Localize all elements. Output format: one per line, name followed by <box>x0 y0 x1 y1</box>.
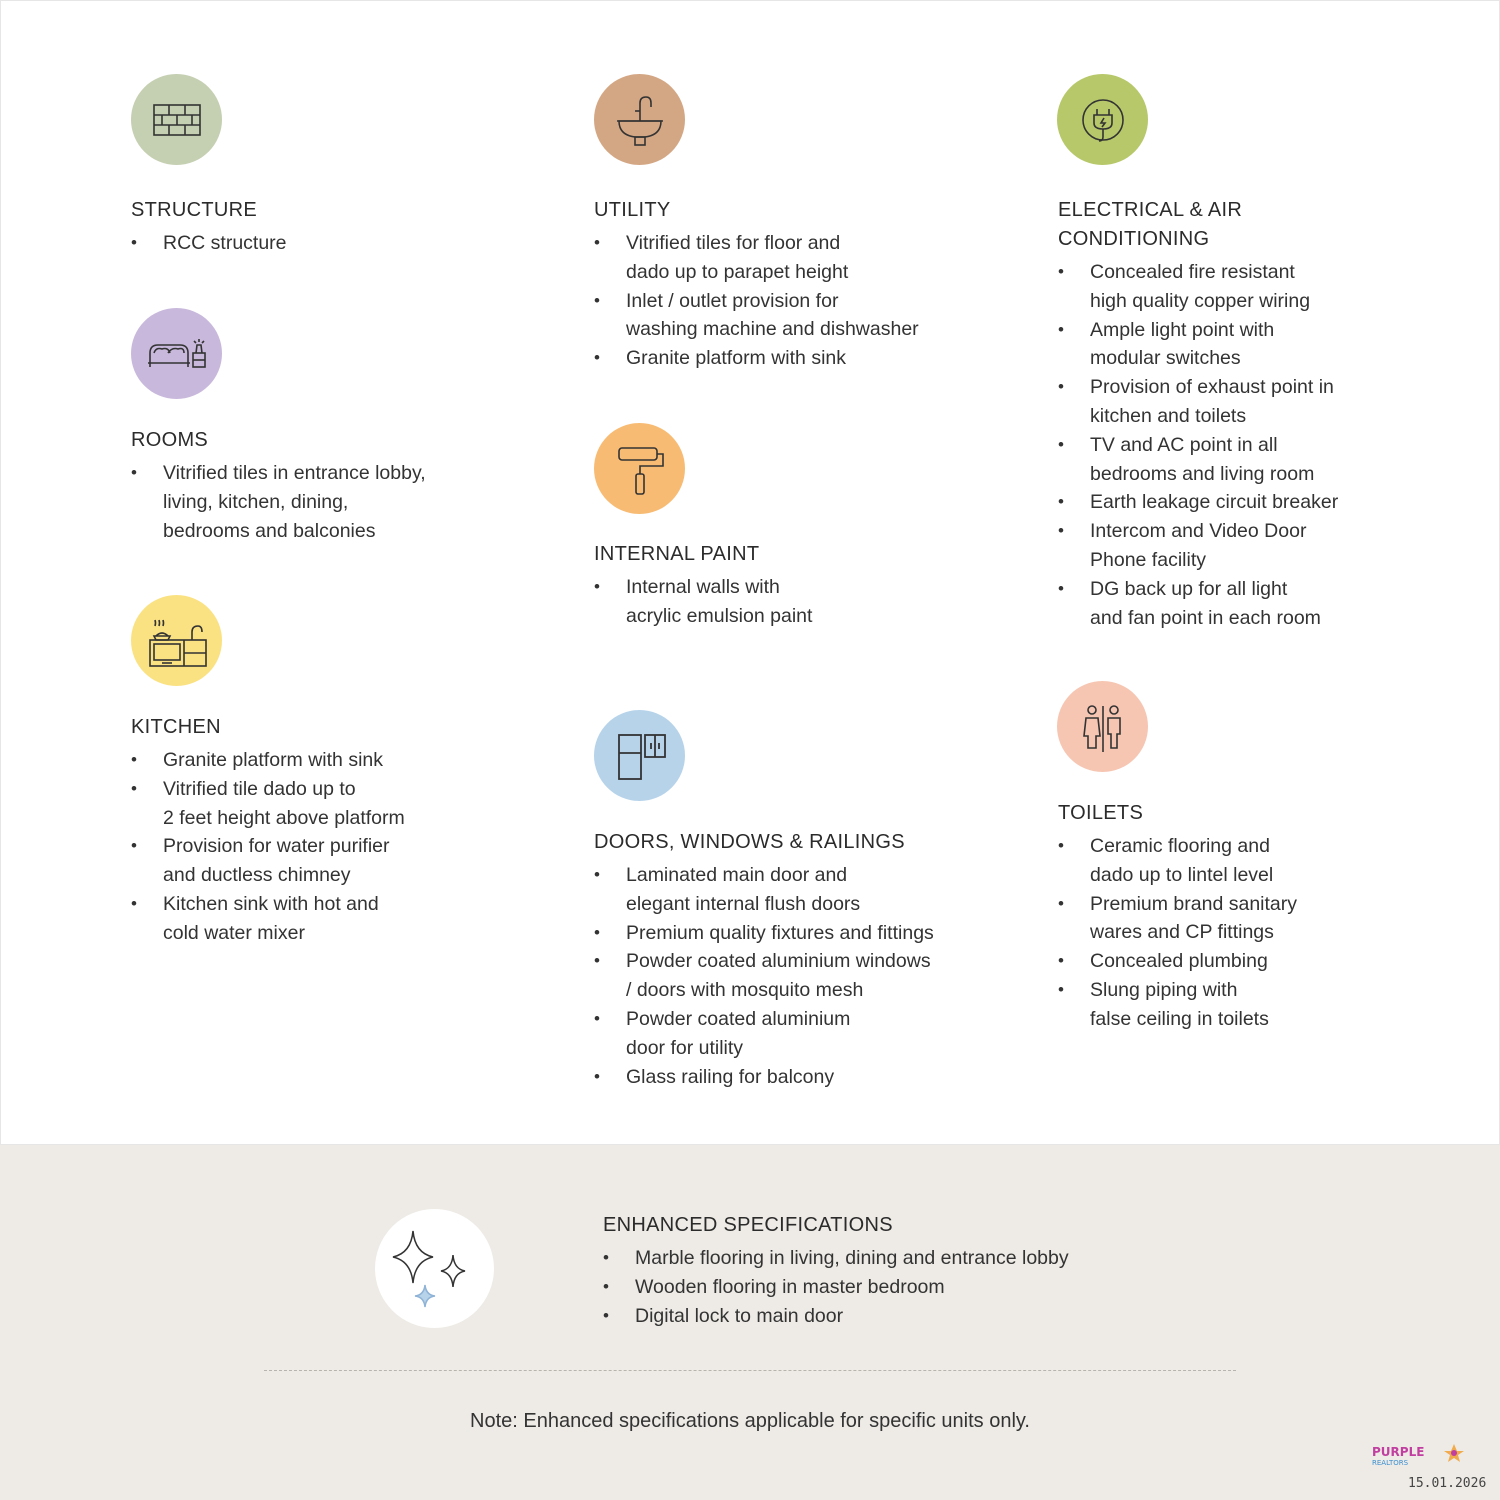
section-title: UTILITY <box>594 199 671 221</box>
list-item: • Kitchen sink with hot and cold water mixer <box>131 890 531 948</box>
bullet-list <box>131 459 531 545</box>
bullet-list <box>594 573 994 631</box>
section-paint <box>594 540 994 631</box>
footnote: Note: Enhanced specifications applicable for specific units only. <box>470 1410 1030 1432</box>
section-doors <box>594 828 994 1091</box>
list-item: • Provision for water purifier and ductless chimney <box>131 832 531 890</box>
list-item: • Internal walls with acrylic emulsion paint <box>594 573 994 631</box>
svg-text:REALTORS: REALTORS <box>1372 1459 1409 1467</box>
bullet-list <box>594 229 994 373</box>
section-structure <box>131 196 531 258</box>
bullet-list <box>131 746 531 948</box>
kitchen-icon <box>131 595 222 686</box>
door-window-icon <box>594 710 685 801</box>
toilet-icon <box>1057 681 1148 772</box>
section-title: DOORS, WINDOWS & RAILINGS <box>594 831 905 853</box>
list-item: • Granite platform with sink <box>594 344 994 373</box>
section-toilets <box>1058 799 1458 1034</box>
section-utility <box>594 196 994 373</box>
list-item: • Concealed fire resistant high quality copper wiring <box>1058 258 1458 316</box>
brand-logo <box>1370 1440 1470 1470</box>
divider <box>264 1370 1236 1371</box>
list-item: • Concealed plumbing <box>1058 947 1458 976</box>
section-title: TOILETS <box>1058 802 1144 824</box>
section-title: INTERNAL PAINT <box>594 543 760 565</box>
bullet-list <box>594 861 994 1091</box>
list-item: • Premium quality fixtures and fittings <box>594 919 994 948</box>
list-item: • Intercom and Video Door Phone facility <box>1058 517 1458 575</box>
bullet-list <box>603 1244 1163 1330</box>
list-item: • Ample light point with modular switches <box>1058 316 1458 374</box>
list-item: • Wooden flooring in master bedroom <box>603 1273 1163 1302</box>
list-item: • Granite platform with sink <box>131 746 531 775</box>
bullet-list <box>1058 258 1458 632</box>
section-enhanced <box>603 1211 1163 1330</box>
list-item: • Inlet / outlet provision for washing machine and dishwasher <box>594 287 994 345</box>
section-title: ELECTRICAL & AIR CONDITIONING <box>1058 199 1243 250</box>
sink-icon <box>594 74 685 165</box>
section-electrical <box>1058 196 1458 632</box>
section-title: KITCHEN <box>131 716 221 738</box>
plug-icon <box>1057 74 1148 165</box>
bed-icon <box>131 308 222 399</box>
list-item: • Earth leakage circuit breaker <box>1058 488 1458 517</box>
bullet-list <box>131 229 531 258</box>
list-item: • Digital lock to main door <box>603 1302 1163 1331</box>
list-item: • Slung piping with false ceiling in toilets <box>1058 976 1458 1034</box>
bullet-list <box>1058 832 1458 1034</box>
section-title: ENHANCED SPECIFICATIONS <box>603 1214 893 1236</box>
list-item: • Powder coated aluminium windows / doors with mosquito mesh <box>594 947 994 1005</box>
sparkle-icon <box>375 1209 494 1328</box>
brick-wall-icon <box>131 74 222 165</box>
list-item: • Provision of exhaust point in kitchen and toilets <box>1058 373 1458 431</box>
section-title: ROOMS <box>131 429 209 451</box>
list-item: • TV and AC point in all bedrooms and living room <box>1058 431 1458 489</box>
list-item: • Vitrified tiles for floor and dado up to parapet height <box>594 229 994 287</box>
date-stamp: 15.01.2026 <box>1408 1476 1487 1491</box>
list-item: • Vitrified tile dado up to 2 feet height above platform <box>131 775 531 833</box>
list-item: • Powder coated aluminium door for utility <box>594 1005 994 1063</box>
list-item: • RCC structure <box>131 229 531 258</box>
svg-text:PURPLE: PURPLE <box>1372 1445 1425 1459</box>
section-kitchen <box>131 713 531 948</box>
list-item: • Ceramic flooring and dado up to lintel level <box>1058 832 1458 890</box>
list-item: • Glass railing for balcony <box>594 1063 994 1092</box>
section-title: STRUCTURE <box>131 199 258 221</box>
list-item: • Premium brand sanitary wares and CP fittings <box>1058 890 1458 948</box>
section-rooms <box>131 426 531 545</box>
list-item: • Vitrified tiles in entrance lobby, living, kitchen, dining, bedrooms and balconies <box>131 459 531 545</box>
paint-roller-icon <box>594 423 685 514</box>
list-item: • Laminated main door and elegant internal flush doors <box>594 861 994 919</box>
list-item: • Marble flooring in living, dining and entrance lobby <box>603 1244 1163 1273</box>
list-item: • DG back up for all light and fan point in each room <box>1058 575 1458 633</box>
